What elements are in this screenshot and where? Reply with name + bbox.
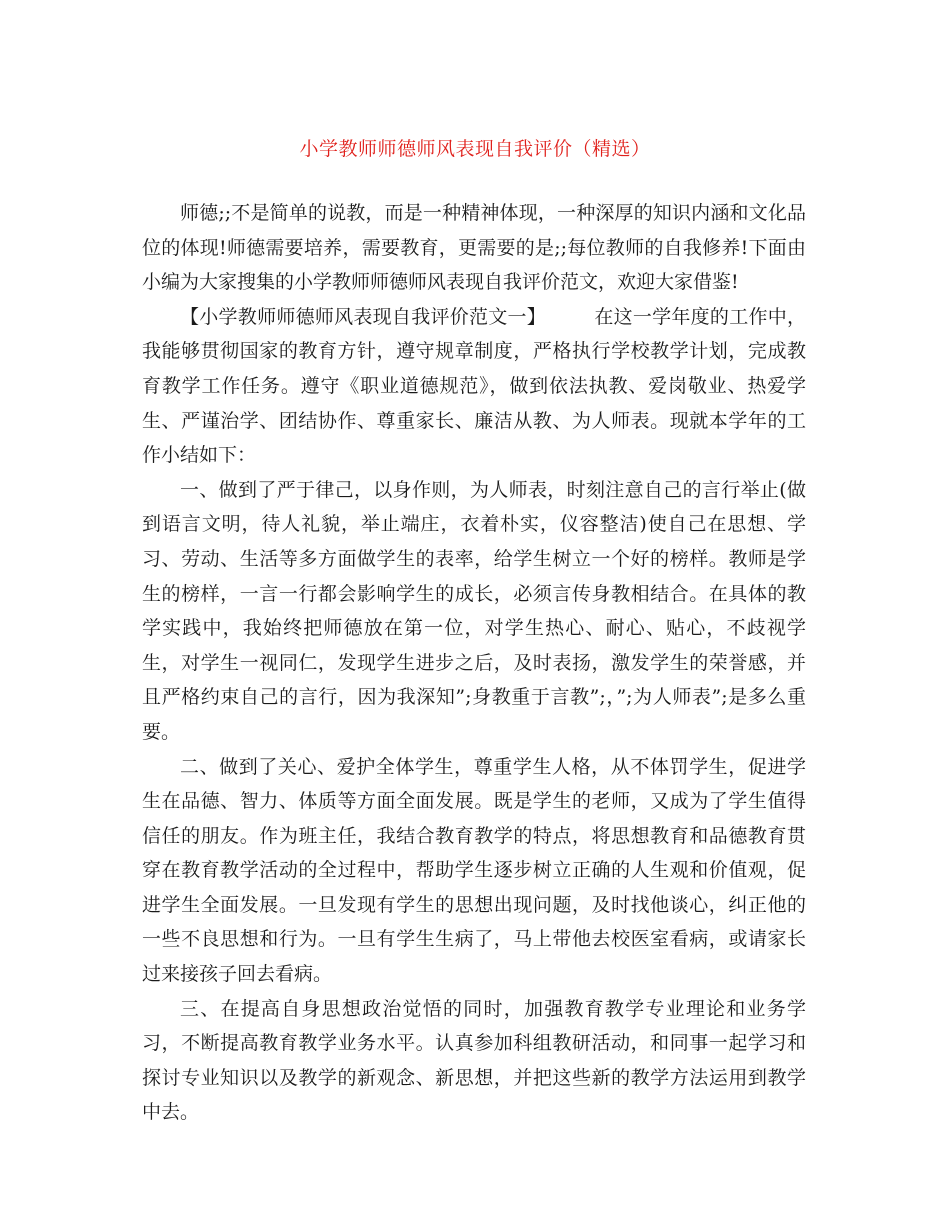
section-intro: 在这一学年度的工作中，我能够贯彻国家的教育方针，遵守规章制度，严格执行学校教学计划，完成教育教学工作任务。遵守《职业道德规范》，做到依法执教、爱岗敬业、热爱学生、严谨治学、团结协作、尊重家长、廉洁从教、为人师表。现就本学年的工作小结如下： bbox=[142, 305, 806, 467]
section-heading: 【小学教师师德师风表现自我评价范文一】 bbox=[180, 305, 547, 328]
document-body bbox=[142, 196, 806, 1130]
document-title: 小学教师师德师风表现自我评价（精选） bbox=[299, 138, 651, 160]
section-paragraph bbox=[142, 300, 806, 473]
body-paragraph-3: 三、在提高自身思想政治觉悟的同时，加强教育教学专业理论和业务学习，不断提高教育教学业务水平。认真参加科组教研活动，和同事一起学习和探讨专业知识以及教学的新观念、新思想，并把这些新的教学方法运用到教学中去。 bbox=[142, 997, 806, 1124]
body-paragraph-1: 一、做到了严于律己，以身作则，为人师表，时刻注意自己的言行举止(做到语言文明，待人礼貌，举止端庄，衣着朴实，仪容整洁)使自己在思想、学习、劳动、生活等多方面做学生的表率，给学生树立一个好的榜样。教师是学生的榜样，一言一行都会影响学生的成长，必须言传身教相结合。在具体的教学实践中，我始终把师德放在第一位，对学生热心、耐心、贴心，不歧视学生，对学生一视同仁，发现学生进步之后，及时表扬，激发学生的荣誉感，并且严格约束自己的言行，因为我深知”;身教重于言教”;，”;为人师表”;是多么重要。 bbox=[142, 478, 806, 743]
body-paragraph-2: 二、做到了关心、爱护全体学生，尊重学生人格，从不体罚学生，促进学生在品德、智力、体质等方面全面发展。既是学生的老师，又成为了学生值得信任的朋友。作为班主任，我结合教育教学的特点，将思想教育和品德教育贯穿在教育教学活动的全过程中，帮助学生逐步树立正确的人生观和价值观，促进学生全面发展。一旦发现有学生的思想出现问题，及时找他谈心，纠正他的一些不良思想和行为。一旦有学生生病了，马上带他去校医室看病，或请家长过来接孩子回去看病。 bbox=[142, 755, 806, 986]
intro-paragraph: 师德;;不是简单的说教，而是一种精神体现，一种深厚的知识内涵和文化品位的体现!师德需要培养，需要教育，更需要的是;;每位教师的自我修养!下面由小编为大家搜集的小学教师师德师风表现自我评价范文，欢迎大家借鉴! bbox=[142, 202, 806, 294]
